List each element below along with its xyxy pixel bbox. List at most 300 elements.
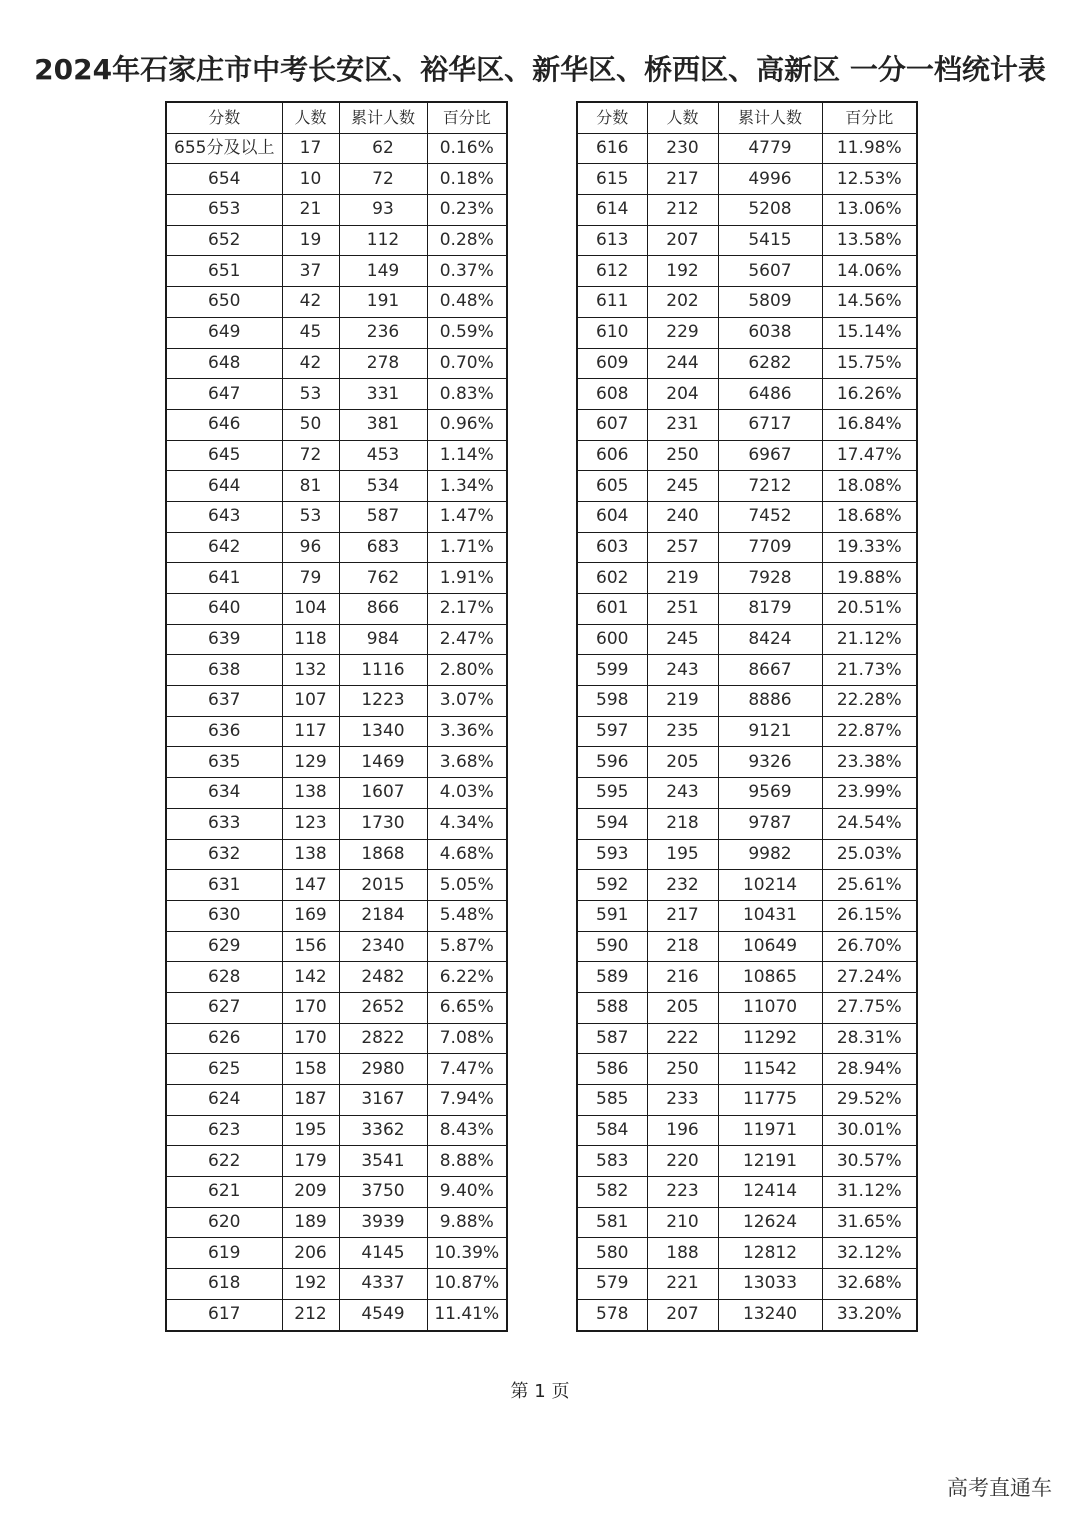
cell-cumulative: 2184 <box>339 900 427 931</box>
cell-cumulative: 9569 <box>718 778 822 809</box>
cell-score: 630 <box>166 900 282 931</box>
cell-cumulative: 6717 <box>718 409 822 440</box>
cell-percent: 19.88% <box>822 563 917 594</box>
cell-cumulative: 13033 <box>718 1269 822 1300</box>
cell-percent: 25.03% <box>822 839 917 870</box>
table-row <box>166 716 507 747</box>
cell-score: 589 <box>577 962 647 993</box>
cell-percent: 20.51% <box>822 594 917 625</box>
cell-cumulative: 12812 <box>718 1238 822 1269</box>
cell-count: 37 <box>282 256 339 287</box>
table-row <box>166 409 507 440</box>
cell-count: 170 <box>282 1023 339 1054</box>
cell-score: 618 <box>166 1269 282 1300</box>
cell-score: 611 <box>577 287 647 318</box>
table-row <box>577 1207 917 1238</box>
table-row <box>577 1238 917 1269</box>
cell-count: 223 <box>647 1177 718 1208</box>
cell-count: 81 <box>282 471 339 502</box>
cell-percent: 3.68% <box>427 747 507 778</box>
cell-cumulative: 587 <box>339 501 427 532</box>
cell-percent: 12.53% <box>822 164 917 195</box>
score-table-left <box>165 101 508 1332</box>
cell-cumulative: 2015 <box>339 870 427 901</box>
table-row <box>166 1177 507 1208</box>
cell-percent: 7.08% <box>427 1023 507 1054</box>
cell-cumulative: 8179 <box>718 594 822 625</box>
cell-cumulative: 191 <box>339 287 427 318</box>
table-row <box>577 655 917 686</box>
cell-score: 614 <box>577 195 647 226</box>
table-row <box>166 164 507 195</box>
table-row <box>577 195 917 226</box>
cell-score: 610 <box>577 317 647 348</box>
cell-cumulative: 4549 <box>339 1299 427 1330</box>
cell-percent: 2.47% <box>427 624 507 655</box>
column-header-percent: 百分比 <box>427 102 507 133</box>
table-row <box>166 1023 507 1054</box>
cell-cumulative: 12624 <box>718 1207 822 1238</box>
cell-score: 619 <box>166 1238 282 1269</box>
cell-percent: 3.07% <box>427 686 507 717</box>
cell-score: 595 <box>577 778 647 809</box>
cell-cumulative: 5415 <box>718 225 822 256</box>
cell-percent: 6.22% <box>427 962 507 993</box>
cell-count: 207 <box>647 1299 718 1330</box>
cell-score: 648 <box>166 348 282 379</box>
cell-cumulative: 7452 <box>718 501 822 532</box>
cell-score: 613 <box>577 225 647 256</box>
cell-percent: 30.57% <box>822 1146 917 1177</box>
cell-count: 129 <box>282 747 339 778</box>
page-number: 第 1 页 <box>510 1381 570 1402</box>
table-row <box>577 532 917 563</box>
cell-score: 579 <box>577 1269 647 1300</box>
table-row <box>577 747 917 778</box>
cell-count: 235 <box>647 716 718 747</box>
cell-percent: 8.88% <box>427 1146 507 1177</box>
watermark-text: 高考直通车 <box>947 1476 1052 1500</box>
cell-cumulative: 453 <box>339 440 427 471</box>
cell-cumulative: 1340 <box>339 716 427 747</box>
cell-score: 650 <box>166 287 282 318</box>
cell-score: 655分及以上 <box>166 133 282 164</box>
cell-count: 217 <box>647 900 718 931</box>
cell-count: 220 <box>647 1146 718 1177</box>
cell-score: 627 <box>166 992 282 1023</box>
cell-percent: 5.48% <box>427 900 507 931</box>
cell-count: 232 <box>647 870 718 901</box>
table-row <box>166 532 507 563</box>
cell-cumulative: 762 <box>339 563 427 594</box>
cell-score: 587 <box>577 1023 647 1054</box>
table-row <box>577 1085 917 1116</box>
cell-score: 599 <box>577 655 647 686</box>
table-row <box>166 256 507 287</box>
cell-count: 251 <box>647 594 718 625</box>
cell-score: 639 <box>166 624 282 655</box>
cell-score: 626 <box>166 1023 282 1054</box>
table-row <box>577 839 917 870</box>
cell-count: 132 <box>282 655 339 686</box>
table-row <box>166 440 507 471</box>
cell-score: 636 <box>166 716 282 747</box>
table-row <box>166 563 507 594</box>
cell-count: 169 <box>282 900 339 931</box>
cell-count: 207 <box>647 225 718 256</box>
cell-score: 605 <box>577 471 647 502</box>
table-header-row <box>577 102 917 133</box>
table-row <box>577 1023 917 1054</box>
cell-cumulative: 7928 <box>718 563 822 594</box>
cell-percent: 29.52% <box>822 1085 917 1116</box>
cell-count: 240 <box>647 501 718 532</box>
cell-score: 597 <box>577 716 647 747</box>
cell-score: 607 <box>577 409 647 440</box>
cell-cumulative: 1116 <box>339 655 427 686</box>
cell-score: 582 <box>577 1177 647 1208</box>
cell-percent: 4.03% <box>427 778 507 809</box>
cell-cumulative: 12191 <box>718 1146 822 1177</box>
cell-cumulative: 1868 <box>339 839 427 870</box>
cell-score: 651 <box>166 256 282 287</box>
table-row <box>166 133 507 164</box>
cell-count: 156 <box>282 931 339 962</box>
cell-percent: 0.28% <box>427 225 507 256</box>
cell-percent: 9.88% <box>427 1207 507 1238</box>
cell-count: 104 <box>282 594 339 625</box>
cell-cumulative: 6038 <box>718 317 822 348</box>
table-row <box>577 1299 917 1330</box>
cell-percent: 16.26% <box>822 379 917 410</box>
table-row <box>577 624 917 655</box>
cell-percent: 0.70% <box>427 348 507 379</box>
cell-score: 612 <box>577 256 647 287</box>
cell-percent: 1.14% <box>427 440 507 471</box>
cell-score: 588 <box>577 992 647 1023</box>
cell-score: 624 <box>166 1085 282 1116</box>
cell-count: 147 <box>282 870 339 901</box>
cell-cumulative: 3939 <box>339 1207 427 1238</box>
table-row <box>166 1238 507 1269</box>
table-row <box>166 1115 507 1146</box>
table-row <box>166 348 507 379</box>
cell-score: 623 <box>166 1115 282 1146</box>
cell-count: 79 <box>282 563 339 594</box>
table-row <box>577 133 917 164</box>
cell-percent: 7.47% <box>427 1054 507 1085</box>
cell-count: 222 <box>647 1023 718 1054</box>
table-row <box>166 195 507 226</box>
table-row <box>166 1299 507 1330</box>
cell-cumulative: 2482 <box>339 962 427 993</box>
cell-score: 602 <box>577 563 647 594</box>
cell-percent: 18.68% <box>822 501 917 532</box>
table-row <box>166 1207 507 1238</box>
cell-count: 117 <box>282 716 339 747</box>
cell-cumulative: 2340 <box>339 931 427 962</box>
cell-score: 640 <box>166 594 282 625</box>
cell-percent: 5.05% <box>427 870 507 901</box>
cell-cumulative: 10649 <box>718 931 822 962</box>
table-row <box>577 225 917 256</box>
cell-score: 620 <box>166 1207 282 1238</box>
cell-score: 641 <box>166 563 282 594</box>
table-row <box>166 1146 507 1177</box>
cell-count: 233 <box>647 1085 718 1116</box>
cell-count: 245 <box>647 624 718 655</box>
cell-percent: 27.75% <box>822 992 917 1023</box>
table-row <box>166 287 507 318</box>
cell-score: 621 <box>166 1177 282 1208</box>
cell-percent: 0.48% <box>427 287 507 318</box>
cell-count: 221 <box>647 1269 718 1300</box>
cell-percent: 1.91% <box>427 563 507 594</box>
cell-percent: 3.36% <box>427 716 507 747</box>
cell-score: 643 <box>166 501 282 532</box>
cell-percent: 6.65% <box>427 992 507 1023</box>
cell-cumulative: 4337 <box>339 1269 427 1300</box>
cell-count: 123 <box>282 808 339 839</box>
cell-percent: 24.54% <box>822 808 917 839</box>
cell-score: 608 <box>577 379 647 410</box>
cell-percent: 31.12% <box>822 1177 917 1208</box>
table-row <box>577 1177 917 1208</box>
cell-percent: 14.06% <box>822 256 917 287</box>
cell-percent: 17.47% <box>822 440 917 471</box>
cell-count: 257 <box>647 532 718 563</box>
cell-cumulative: 13240 <box>718 1299 822 1330</box>
cell-count: 142 <box>282 962 339 993</box>
cell-count: 53 <box>282 501 339 532</box>
table-row <box>577 1146 917 1177</box>
cell-score: 633 <box>166 808 282 839</box>
score-table-right <box>576 101 918 1332</box>
table-row <box>577 348 917 379</box>
cell-count: 195 <box>647 839 718 870</box>
table-row <box>166 1269 507 1300</box>
table-row <box>577 716 917 747</box>
cell-count: 53 <box>282 379 339 410</box>
cell-score: 601 <box>577 594 647 625</box>
cell-count: 205 <box>647 747 718 778</box>
cell-cumulative: 534 <box>339 471 427 502</box>
table-row <box>166 778 507 809</box>
table-row <box>166 655 507 686</box>
table-row <box>577 1269 917 1300</box>
cell-cumulative: 10865 <box>718 962 822 993</box>
cell-count: 243 <box>647 655 718 686</box>
cell-score: 617 <box>166 1299 282 1330</box>
cell-cumulative: 8424 <box>718 624 822 655</box>
table-row <box>577 563 917 594</box>
cell-score: 598 <box>577 686 647 717</box>
cell-cumulative: 3362 <box>339 1115 427 1146</box>
table-row <box>166 962 507 993</box>
column-header-percent: 百分比 <box>822 102 917 133</box>
cell-score: 644 <box>166 471 282 502</box>
cell-score: 591 <box>577 900 647 931</box>
cell-cumulative: 9982 <box>718 839 822 870</box>
table-row <box>166 1054 507 1085</box>
table-row <box>577 686 917 717</box>
cell-score: 649 <box>166 317 282 348</box>
table-row <box>577 1054 917 1085</box>
cell-percent: 13.06% <box>822 195 917 226</box>
cell-score: 635 <box>166 747 282 778</box>
cell-count: 217 <box>647 164 718 195</box>
table-row <box>577 962 917 993</box>
cell-percent: 7.94% <box>427 1085 507 1116</box>
cell-cumulative: 6967 <box>718 440 822 471</box>
cell-percent: 26.70% <box>822 931 917 962</box>
cell-score: 647 <box>166 379 282 410</box>
cell-score: 593 <box>577 839 647 870</box>
cell-score: 600 <box>577 624 647 655</box>
cell-percent: 22.28% <box>822 686 917 717</box>
cell-cumulative: 1469 <box>339 747 427 778</box>
cell-cumulative: 11292 <box>718 1023 822 1054</box>
cell-cumulative: 9326 <box>718 747 822 778</box>
cell-cumulative: 278 <box>339 348 427 379</box>
cell-percent: 15.14% <box>822 317 917 348</box>
cell-percent: 23.99% <box>822 778 917 809</box>
cell-count: 42 <box>282 348 339 379</box>
cell-count: 204 <box>647 379 718 410</box>
table-row <box>577 931 917 962</box>
cell-percent: 30.01% <box>822 1115 917 1146</box>
cell-cumulative: 4145 <box>339 1238 427 1269</box>
cell-percent: 1.47% <box>427 501 507 532</box>
cell-score: 581 <box>577 1207 647 1238</box>
cell-count: 231 <box>647 409 718 440</box>
table-row <box>166 839 507 870</box>
cell-percent: 1.71% <box>427 532 507 563</box>
cell-percent: 1.34% <box>427 471 507 502</box>
cell-percent: 0.23% <box>427 195 507 226</box>
cell-cumulative: 1607 <box>339 778 427 809</box>
cell-count: 219 <box>647 686 718 717</box>
page-title: 2024年石家庄市中考长安区、裕华区、新华区、桥西区、高新区 一分一档统计表 <box>34 53 1046 86</box>
cell-percent: 13.58% <box>822 225 917 256</box>
cell-percent: 19.33% <box>822 532 917 563</box>
table-row <box>166 870 507 901</box>
cell-cumulative: 8667 <box>718 655 822 686</box>
cell-percent: 0.37% <box>427 256 507 287</box>
cell-percent: 28.94% <box>822 1054 917 1085</box>
cell-score: 592 <box>577 870 647 901</box>
table-row <box>166 501 507 532</box>
column-header-count: 人数 <box>647 102 718 133</box>
cell-cumulative: 149 <box>339 256 427 287</box>
cell-count: 50 <box>282 409 339 440</box>
cell-score: 615 <box>577 164 647 195</box>
cell-score: 590 <box>577 931 647 962</box>
column-header-score: 分数 <box>577 102 647 133</box>
cell-count: 244 <box>647 348 718 379</box>
table-row <box>577 808 917 839</box>
cell-percent: 25.61% <box>822 870 917 901</box>
table-row <box>577 256 917 287</box>
cell-cumulative: 866 <box>339 594 427 625</box>
cell-percent: 22.87% <box>822 716 917 747</box>
cell-score: 631 <box>166 870 282 901</box>
cell-count: 209 <box>282 1177 339 1208</box>
table-row <box>166 624 507 655</box>
cell-score: 632 <box>166 839 282 870</box>
cell-percent: 2.17% <box>427 594 507 625</box>
cell-percent: 33.20% <box>822 1299 917 1330</box>
table-row <box>166 747 507 778</box>
cell-percent: 9.40% <box>427 1177 507 1208</box>
cell-cumulative: 11971 <box>718 1115 822 1146</box>
table-row <box>577 900 917 931</box>
cell-cumulative: 10214 <box>718 870 822 901</box>
cell-count: 245 <box>647 471 718 502</box>
table-row <box>166 1085 507 1116</box>
cell-score: 652 <box>166 225 282 256</box>
cell-cumulative: 9787 <box>718 808 822 839</box>
cell-score: 586 <box>577 1054 647 1085</box>
cell-count: 202 <box>647 287 718 318</box>
cell-count: 45 <box>282 317 339 348</box>
cell-cumulative: 112 <box>339 225 427 256</box>
cell-cumulative: 5208 <box>718 195 822 226</box>
cell-percent: 0.18% <box>427 164 507 195</box>
cell-count: 72 <box>282 440 339 471</box>
cell-count: 170 <box>282 992 339 1023</box>
cell-count: 196 <box>647 1115 718 1146</box>
table-row <box>166 931 507 962</box>
table-row <box>166 225 507 256</box>
table-row <box>577 992 917 1023</box>
cell-cumulative: 11542 <box>718 1054 822 1085</box>
cell-cumulative: 72 <box>339 164 427 195</box>
cell-count: 218 <box>647 808 718 839</box>
cell-cumulative: 3750 <box>339 1177 427 1208</box>
table-row <box>166 992 507 1023</box>
cell-score: 637 <box>166 686 282 717</box>
cell-count: 243 <box>647 778 718 809</box>
cell-cumulative: 7709 <box>718 532 822 563</box>
cell-cumulative: 6486 <box>718 379 822 410</box>
cell-percent: 2.80% <box>427 655 507 686</box>
cell-count: 189 <box>282 1207 339 1238</box>
cell-percent: 32.68% <box>822 1269 917 1300</box>
cell-percent: 5.87% <box>427 931 507 962</box>
cell-score: 585 <box>577 1085 647 1116</box>
table-row <box>577 317 917 348</box>
cell-score: 580 <box>577 1238 647 1269</box>
table-row <box>577 164 917 195</box>
cell-cumulative: 5607 <box>718 256 822 287</box>
cell-count: 96 <box>282 532 339 563</box>
cell-cumulative: 2980 <box>339 1054 427 1085</box>
cell-score: 653 <box>166 195 282 226</box>
cell-count: 17 <box>282 133 339 164</box>
cell-count: 250 <box>647 440 718 471</box>
cell-cumulative: 2822 <box>339 1023 427 1054</box>
cell-count: 206 <box>282 1238 339 1269</box>
cell-cumulative: 1730 <box>339 808 427 839</box>
cell-percent: 10.87% <box>427 1269 507 1300</box>
cell-cumulative: 4779 <box>718 133 822 164</box>
cell-cumulative: 9121 <box>718 716 822 747</box>
cell-score: 616 <box>577 133 647 164</box>
cell-cumulative: 1223 <box>339 686 427 717</box>
cell-count: 19 <box>282 225 339 256</box>
cell-count: 205 <box>647 992 718 1023</box>
